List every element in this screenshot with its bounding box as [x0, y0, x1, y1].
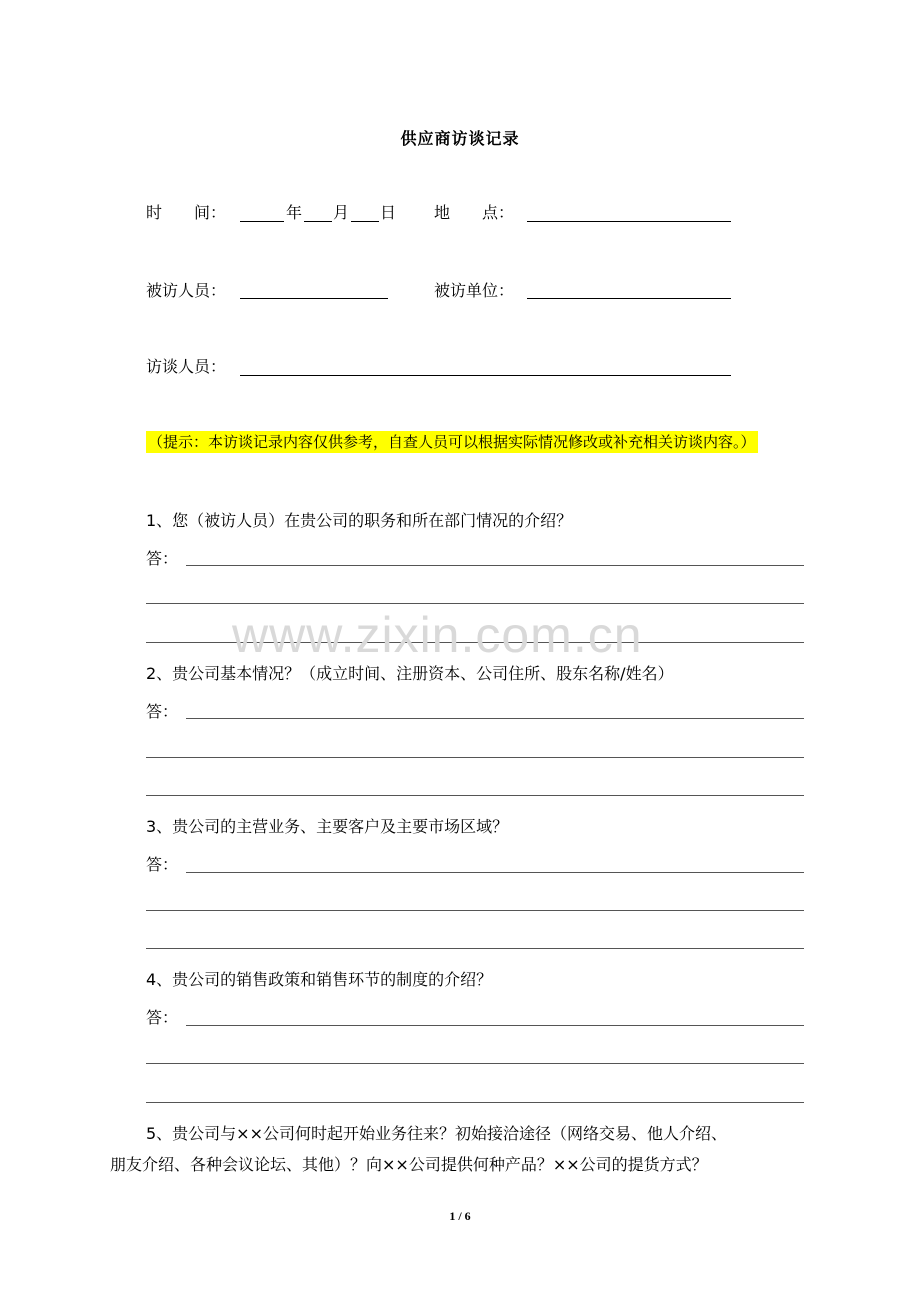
day-blank[interactable] [351, 221, 379, 222]
answer-line[interactable] [186, 718, 804, 719]
question-4: 4、贵公司的销售政策和销售环节的制度的介绍？ [146, 970, 493, 989]
interviewer-blank[interactable] [240, 375, 731, 376]
question-1: 1、您（被访人员）在贵公司的职务和所在部门情况的介绍？ [146, 511, 573, 530]
answer-label-3: 答： [146, 855, 179, 874]
year-label: 年 [286, 203, 303, 222]
page-title: 供应商访谈记录 [400, 129, 520, 148]
question-5-line-1: 5、贵公司与××公司何时起开始业务往来？初始接洽途径（网络交易、他人介绍、 [146, 1124, 727, 1143]
question-2: 2、贵公司基本情况？（成立时间、注册资本、公司住所、股东名称/姓名） [146, 664, 674, 683]
time-label: 时 间： [146, 203, 227, 222]
day-label: 日 [380, 203, 397, 222]
answer-label-2: 答： [146, 702, 179, 721]
page-number: 1 / 6 [449, 1209, 471, 1223]
month-label: 月 [333, 203, 350, 222]
watermark: www.zixin.com.cn [232, 607, 643, 663]
answer-label-1: 答： [146, 549, 179, 568]
unit-blank[interactable] [527, 298, 731, 299]
question-5-line-2: 朋友介绍、各种会议论坛、其他）？向××公司提供何种产品？××公司的提货方式？ [110, 1155, 708, 1174]
month-blank[interactable] [304, 221, 332, 222]
answer-line[interactable] [146, 757, 804, 758]
interviewee-blank[interactable] [240, 298, 388, 299]
answer-line[interactable] [146, 1102, 804, 1103]
place-label: 地 点： [434, 203, 515, 222]
answer-line[interactable] [146, 603, 804, 604]
interviewer-label: 访谈人员： [146, 357, 227, 376]
interviewee-label: 被访人员： [146, 281, 227, 300]
place-blank[interactable] [527, 221, 731, 222]
hint-note: （提示：本访谈记录内容仅供参考，自查人员可以根据实际情况修改或补充相关访谈内容。） [148, 433, 756, 451]
year-blank[interactable] [240, 221, 284, 222]
answer-line[interactable] [186, 1025, 804, 1026]
answer-line[interactable] [146, 910, 804, 911]
answer-line[interactable] [146, 948, 804, 949]
answer-line[interactable] [186, 872, 804, 873]
question-3: 3、贵公司的主营业务、主要客户及主要市场区域？ [146, 817, 509, 836]
answer-label-4: 答： [146, 1008, 179, 1027]
answer-line[interactable] [146, 795, 804, 796]
answer-line[interactable] [146, 1063, 804, 1064]
answer-line[interactable] [186, 565, 804, 566]
unit-label: 被访单位： [434, 281, 515, 300]
